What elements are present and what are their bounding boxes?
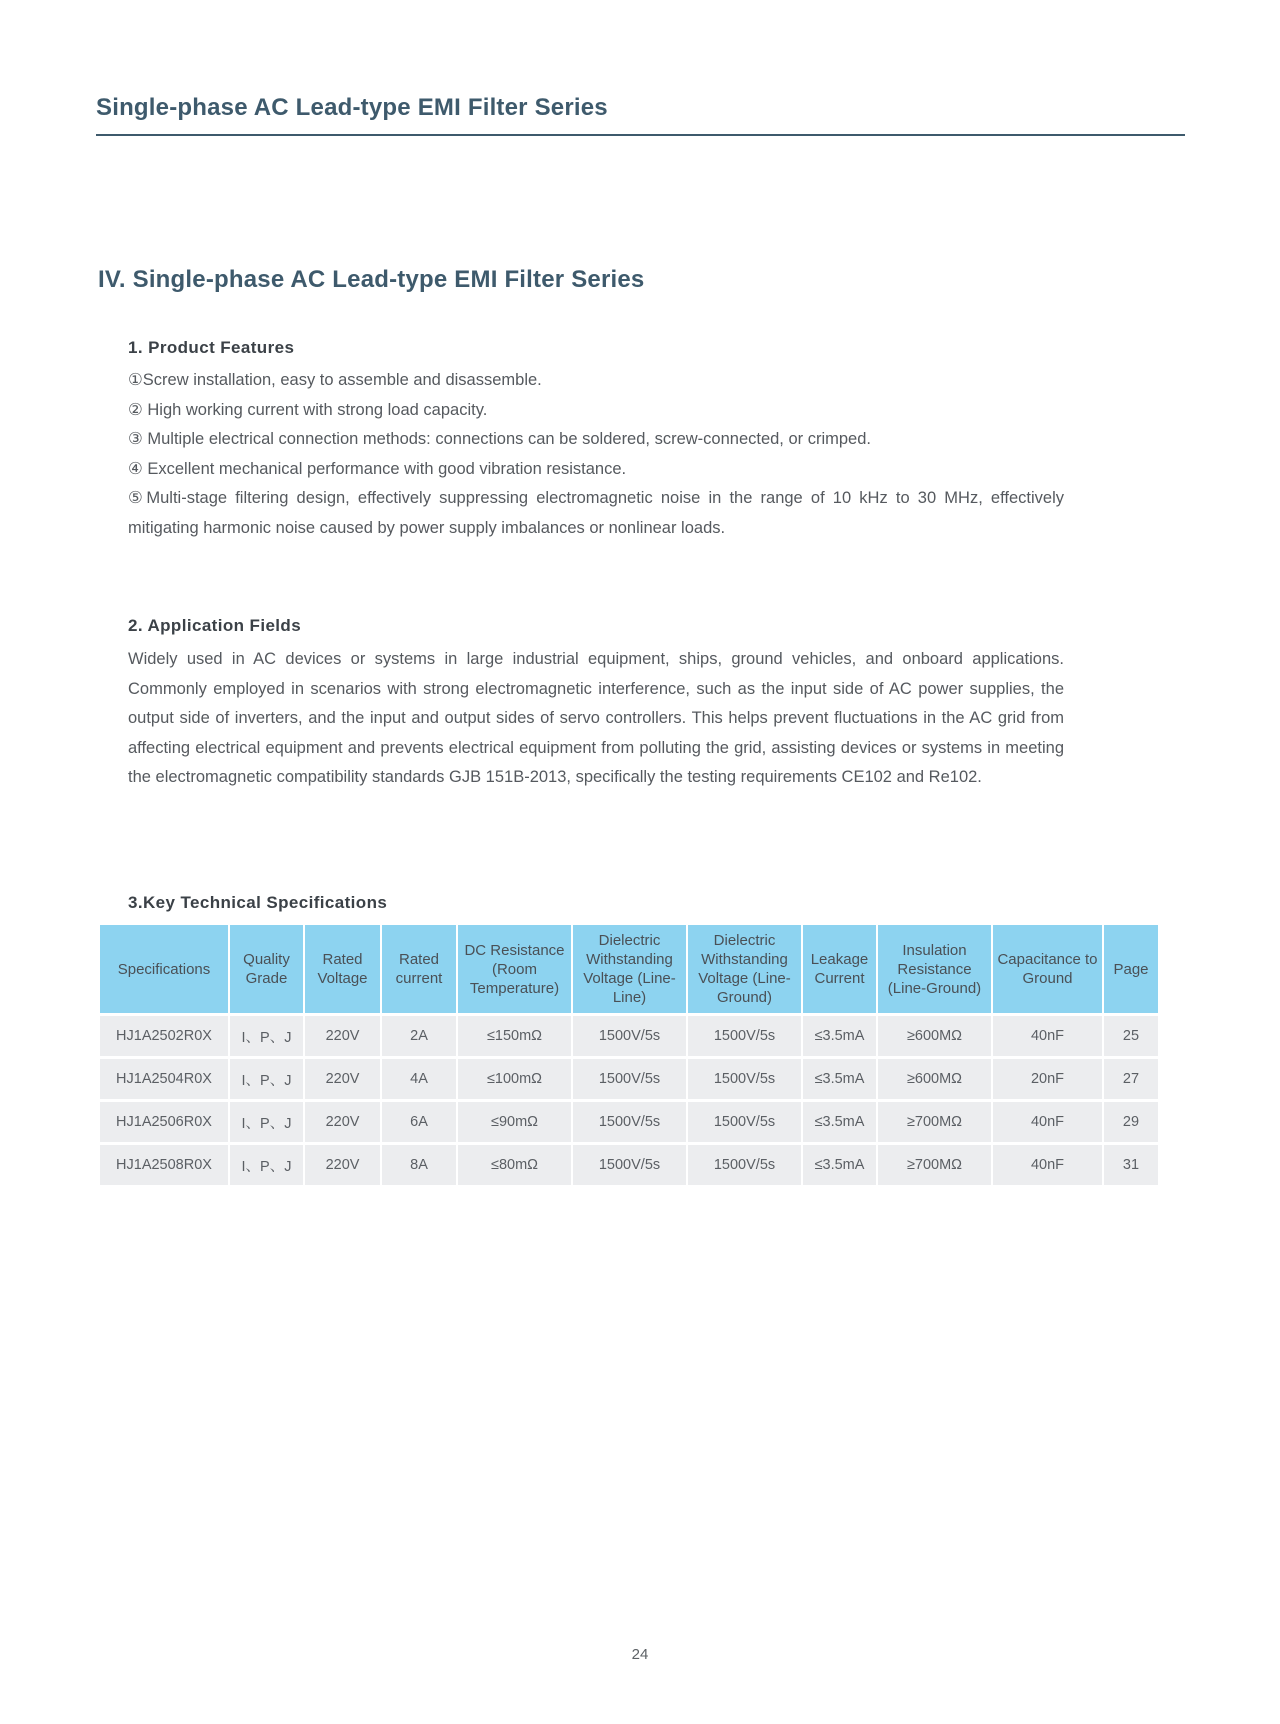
table-cell-specification: HJ1A2504R0X [100,1059,228,1099]
table-cell: 1500V/5s [688,1145,801,1185]
applications-heading: 2. Application Fields [128,616,302,635]
table-cell: 220V [305,1059,380,1099]
table-cell-page: 31 [1104,1145,1158,1185]
table-cell: ≤3.5mA [803,1016,876,1056]
table-cell: 1500V/5s [573,1016,686,1056]
table-cell-specification: HJ1A2508R0X [100,1145,228,1185]
table-cell-page: 27 [1104,1059,1158,1099]
table-cell: I、P、J [230,1102,303,1142]
feature-item: ⑤Multi-stage filtering design, effectively suppressing electromagnetic noise in the range of 10 kHz to 30 MHz, effectively mitigating harmonic noise caused by power supply imbalances or nonlinear loads. [128,489,1064,537]
table-cell: ≥600MΩ [878,1059,991,1099]
table-header-cell: Rated Voltage [305,925,380,1013]
table-cell-page: 25 [1104,1016,1158,1056]
table-cell: ≤100mΩ [458,1059,571,1099]
table-header-cell: Capacitance to Ground [993,925,1102,1013]
applications-body: Widely used in AC devices or systems in large industrial equipment, ships, ground vehicles, and onboard applications. Commonly employed in scenarios with strong electromagnetic interference, such as the input side of AC power supplies, the output side of inverters, and the input and output sides of servo controllers. This helps prevent fluctuations in the AC grid from affecting electrical equipment and prevents electrical equipment from polluting the grid, assisting devices or systems in meeting the electromagnetic compatibility standards GJB 151B-2013, specifically the testing requirements CE102 and Re102. [128,650,1064,787]
table-header-cell: Leakage Current [803,925,876,1013]
table-header-cell: Page [1104,925,1158,1013]
table-cell: 1500V/5s [688,1102,801,1142]
table-cell: 4A [382,1059,456,1099]
specs-heading: 3.Key Technical Specifications [128,893,388,912]
table-cell: 40nF [993,1102,1102,1142]
table-row [100,1145,1158,1185]
table-header-cell: Specifications [100,925,228,1013]
table-cell: ≤3.5mA [803,1145,876,1185]
table-cell: 40nF [993,1016,1102,1056]
table-cell: 6A [382,1102,456,1142]
table-cell: 1500V/5s [688,1059,801,1099]
table-cell: 1500V/5s [688,1016,801,1056]
feature-item: ①Screw installation, easy to assemble and disassemble. [128,371,542,389]
table-cell: ≥700MΩ [878,1145,991,1185]
table-cell: ≤90mΩ [458,1102,571,1142]
table-cell-specification: HJ1A2502R0X [100,1016,228,1056]
table-cell: ≤3.5mA [803,1059,876,1099]
table-header-cell: Quality Grade [230,925,303,1013]
table-cell: 220V [305,1016,380,1056]
table-cell: ≤80mΩ [458,1145,571,1185]
table-cell: 1500V/5s [573,1145,686,1185]
section-title: IV. Single-phase AC Lead-type EMI Filter Series [98,266,645,293]
table-header-cell: Rated current [382,925,456,1013]
table-cell: ≥700MΩ [878,1102,991,1142]
table-header-row [100,925,1158,1013]
specs-table [98,922,1160,1188]
table-cell: 220V [305,1145,380,1185]
feature-item: ③ Multiple electrical connection methods: connections can be soldered, screw-connected, or crimped. [128,430,871,448]
table-cell-page: 29 [1104,1102,1158,1142]
page-number: 24 [631,1646,649,1663]
table-header-cell: Dielectric Withstanding Voltage (Line-Ground) [688,925,801,1013]
feature-item: ② High working current with strong load capacity. [128,400,488,419]
table-header-cell: Insulation Resistance (Line-Ground) [878,925,991,1013]
table-row [100,1016,1158,1056]
table-cell: 220V [305,1102,380,1142]
feature-item: ④ Excellent mechanical performance with good vibration resistance. [128,459,627,478]
table-header-cell: Dielectric Withstanding Voltage (Line-Line) [573,925,686,1013]
table-row [100,1102,1158,1142]
table-cell: 8A [382,1145,456,1185]
table-cell: I、P、J [230,1059,303,1099]
table-cell: 2A [382,1016,456,1056]
table-cell: 20nF [993,1059,1102,1099]
table-cell: 1500V/5s [573,1059,686,1099]
table-cell: ≤150mΩ [458,1016,571,1056]
table-cell-specification: HJ1A2506R0X [100,1102,228,1142]
title-rule [96,134,1185,136]
table-cell: ≥600MΩ [878,1016,991,1056]
table-header-cell: DC Resistance (Room Temperature) [458,925,571,1013]
table-cell: 40nF [993,1145,1102,1185]
features-list [128,366,1064,543]
table-cell: ≤3.5mA [803,1102,876,1142]
table-row [100,1059,1158,1099]
table-cell: I、P、J [230,1145,303,1185]
features-heading: 1. Product Features [128,338,295,357]
table-cell: I、P、J [230,1016,303,1056]
table-cell: 1500V/5s [573,1102,686,1142]
running-head: Single-phase AC Lead-type EMI Filter Series [96,94,608,121]
